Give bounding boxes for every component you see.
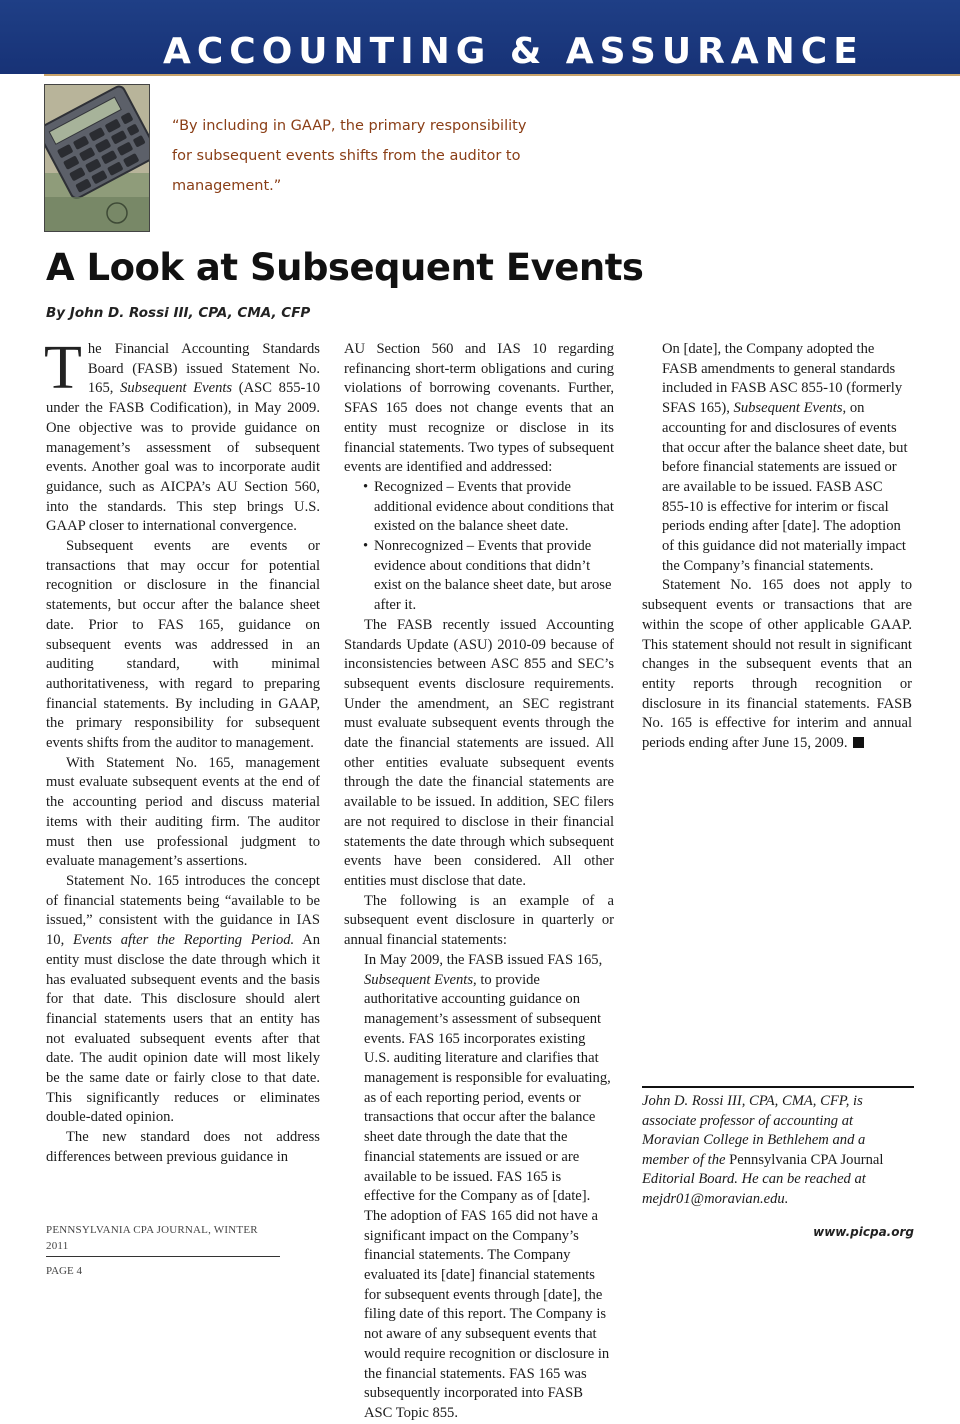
column-2 — [344, 340, 614, 1424]
event-types-list — [344, 478, 614, 616]
disclosure-example — [344, 951, 614, 1424]
intro-paragraph: The Financial Accounting Standards Board (FASB) issued Statement No. 165, Subsequent Events (ASC 855-10 under the FASB Codification), in May 2009. One objective was to provide guidance on management’s assessment of subsequent events. Another goal was to incorporate audit guidance, such as AICPA’s AU Section 560, into the standards. This step brings U.S. GAAP closer to international convergence. — [44, 334, 321, 535]
list-item: • Recognized – Events that provide additional evidence about conditions that existed on the balance sheet date. — [374, 478, 614, 537]
example-paragraph: On [date], the Company adopted the FASB amendments to general standards included in FASB ASC 855-10 (formerly SFAS 165), Subsequent Events, on accounting for and disclosures of events that occur after the balance sheet date, but before financial statements are issued or are available to be issued. FASB ASC 855-10 is effective for interim or fiscal periods ending after [date]. The adoption of this guidance did not materially impact the Company’s financial statements. — [662, 341, 908, 574]
byline: By John D. Rossi III, CPA, CMA, CFP — [46, 305, 311, 321]
journal-issue: PENNSYLVANIA CPA JOURNAL, WINTER 2011 — [46, 1222, 280, 1257]
list-item: • Nonrecognized – Events that provide evidence about conditions that didn’t exist on the balance sheet date, but arose after it. — [374, 537, 614, 616]
author-bio: John D. Rossi III, CPA, CMA, CFP, is associate professor of accounting at Moravian College in Bethlehem and a member of the Pennsylvania CPA Journal Editorial Board. He can be reached at mejdr01@moravian.edu. — [642, 1093, 884, 1207]
pull-quote: “By including in GAAP, the primary responsibility for subsequent events shifts from the auditor to management.” — [172, 118, 527, 194]
paragraph: Statement No. 165 introduces the concept of financial statements being “available to be issued,” consistent with the guidance in IAS 10, Events after the Reporting Period. An entity must disclose the date through which it has evaluated subsequent events and the basis for that date. This disclosure should alert financial statements users that an entity has not evaluated subsequent events after that date. The audit opinion date will most likely be the same date or fairly close to that date. This significantly reduces or eliminates double-dated opinion. — [46, 872, 320, 1126]
paragraph: Subsequent events are events or transactions that may occur for potential recognition or disclosure in the financial statements, but occur after the balance sheet date. Prior to FAS 165, guidance on subsequent events was addressed in an auditing standard, with minimal authoritativeness, with regard to preparing financial statements. By including in GAAP, the primary responsibility for subsequent events shifts from the auditor to management. — [46, 538, 320, 752]
drop-cap: T — [44, 334, 82, 402]
website-link[interactable]: www.picpa.org — [813, 1225, 914, 1239]
disclosure-example-continued — [642, 340, 912, 576]
section-title: ACCOUNTING & ASSURANCE — [163, 31, 864, 72]
closing-paragraph: Statement No. 165 does not apply to subsequent events or transactions that are within the scope of other applicable GAAP. This statement should not result in significant changes in the subsequent events that an entity reports through recognition or disclosure in its financial statements. FASB No. 165 is effective for interim and annual periods ending after June 15, 2009. — [642, 577, 912, 752]
footer — [46, 1222, 280, 1279]
end-mark-icon — [853, 737, 864, 748]
column-1 — [44, 334, 321, 1168]
article-title: A Look at Subsequent Events — [46, 246, 644, 289]
column-3 — [642, 340, 912, 754]
banner-divider — [44, 74, 960, 76]
paragraph: The FASB recently issued Accounting Standards Update (ASU) 2010-09 because of inconsistencies between ASC 855 and SEC’s subsequent events disclosure requirements. Under the amendment, an SEC registrant must evaluate subsequent events through the date the financial statements are issued. All other entities evaluate subsequent events through the date the financial statements are available to be issued. In addition, SEC filers are not required to disclose in their financial statements the date through which subsequent events have been considered. All other entities must disclose that date. — [344, 616, 614, 889]
page-number: PAGE 4 — [46, 1265, 82, 1277]
paragraph: AU Section 560 and IAS 10 regarding refinancing short-term obligations and curing violations of borrowing covenants. Further, SFAS 165 does not change events that an entity must recognize or disclose in its financial statements. Two types of subsequent events are identified and addressed: — [344, 341, 614, 476]
paragraph: The following is an example of a subsequent event disclosure in quarterly or annual financial statements: — [344, 892, 614, 949]
paragraph: The new standard does not address differences between previous guidance in — [46, 1129, 320, 1165]
calculator-illustration — [45, 85, 149, 231]
section-banner — [0, 0, 960, 74]
calculator-photo — [44, 84, 150, 232]
example-paragraph: In May 2009, the FASB issued FAS 165, Subsequent Events, to provide authoritative accounting guidance on management’s assessment of subsequent events. FAS 165 incorporates existing U.S. auditing literature and clarifies that management is responsible for evaluating, as of each reporting period, events or transactions that occur after the balance sheet date through the date that the financial statements are issued or are available to be issued. FAS 165 is effective for the Company as of [date]. The adoption of FAS 165 did not have a significant impact on the Company’s financial statements. The Company evaluated its [date] financial statements for subsequent events through [date], the filing date of this report. The Company is not aware of any subsequent events that would require recognition or disclosure in the financial statements. FAS 165 was subsequently incorporated into FASB ASC Topic 855. — [364, 951, 611, 1421]
paragraph: With Statement No. 165, management must evaluate subsequent events at the end of the accounting period and discuss material items with their auditing firm. The auditor must then use professional judgment to evaluate management’s assertions. — [46, 754, 320, 870]
bio-divider — [642, 1086, 914, 1088]
